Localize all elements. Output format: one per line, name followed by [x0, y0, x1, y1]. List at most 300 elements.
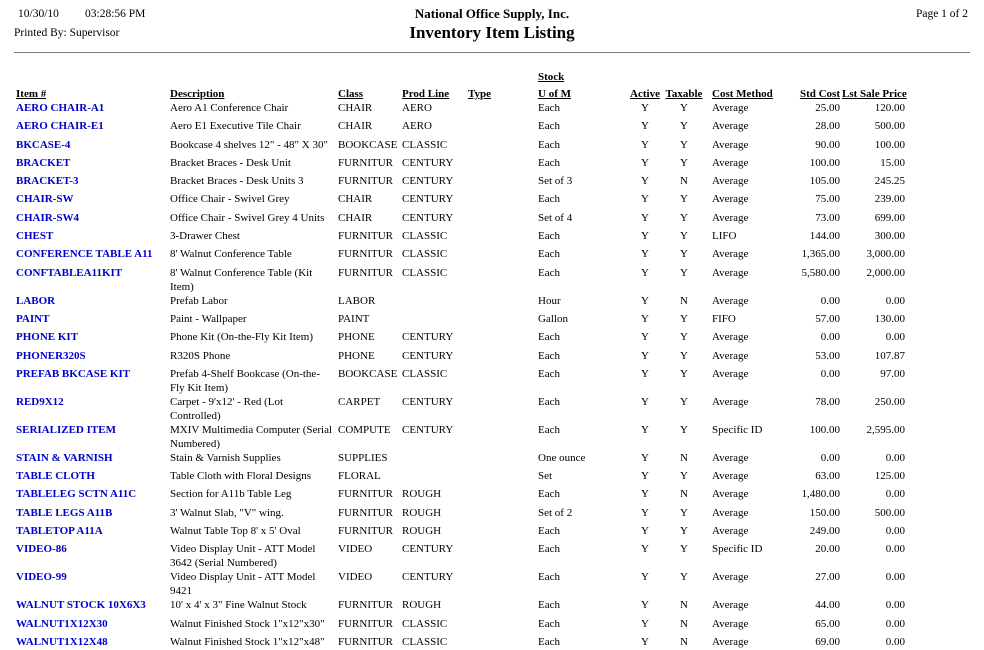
description-cell: R320S Phone: [170, 349, 231, 362]
taxable-cell: Y: [680, 138, 688, 151]
table-row: [0, 174, 984, 192]
cost-method-cell: Average: [712, 248, 749, 261]
active-cell: Y: [641, 230, 649, 243]
filler-cell: [908, 174, 984, 192]
std-cost-cell: 90.00: [815, 138, 840, 151]
item-number-link[interactable]: RED9X12: [16, 395, 64, 408]
uofm-cell: Set: [538, 470, 553, 483]
class-cell: LABOR: [338, 294, 376, 307]
prod-line-cell: [402, 451, 468, 469]
prod-line-cell: [402, 294, 468, 312]
uofm-cell: Each: [538, 193, 560, 206]
filler-cell: [908, 570, 984, 598]
active-cell: Y: [641, 635, 649, 648]
filler-cell: [908, 617, 984, 635]
taxable-cell: Y: [680, 331, 688, 344]
lst-sale-price-cell: 3,000.00: [866, 248, 905, 261]
item-number-link[interactable]: VIDEO-86: [16, 543, 67, 556]
filler-cell: [908, 247, 984, 265]
cost-method-cell: Average: [712, 451, 749, 464]
prod-line-cell: CENTURY: [402, 543, 454, 556]
filler-cell: [908, 294, 984, 312]
std-cost-cell: 5,580.00: [801, 266, 840, 279]
item-number-link[interactable]: WALNUT1X12X30: [16, 617, 108, 630]
table-row: [0, 506, 984, 524]
item-number-link[interactable]: WALNUT1X12X48: [16, 635, 108, 648]
table-row: [0, 423, 984, 451]
table-row: [0, 192, 984, 210]
class-cell: FURNITUR: [338, 599, 394, 612]
uofm-cell: Each: [538, 599, 560, 612]
active-cell: Y: [641, 395, 649, 408]
uofm-cell: Each: [538, 138, 560, 151]
table-row: [0, 266, 984, 294]
active-cell: Y: [641, 506, 649, 519]
table-row: [0, 617, 984, 635]
class-cell: CARPET: [338, 395, 381, 408]
filler-cell: [908, 349, 984, 367]
lst-sale-price-cell: 500.00: [874, 120, 905, 133]
active-cell: Y: [641, 156, 649, 169]
lst-sale-price-cell: 0.00: [885, 488, 905, 501]
type-cell: [468, 542, 538, 570]
description-cell: 10' x 4' x 3" Fine Walnut Stock: [170, 599, 307, 612]
item-number-link[interactable]: AERO CHAIR-E1: [16, 120, 104, 133]
taxable-cell: Y: [680, 506, 688, 519]
cost-method-cell: Average: [712, 488, 749, 501]
table-row: [0, 469, 984, 487]
lst-sale-price-cell: 250.00: [874, 395, 905, 408]
item-number-link[interactable]: TABLE CLOTH: [16, 470, 95, 483]
uofm-cell: Hour: [538, 294, 561, 307]
cost-method-cell: Average: [712, 120, 749, 133]
description-cell: Carpet - 9'x12' - Red (Lot Controlled): [170, 395, 284, 422]
std-cost-cell: 0.00: [820, 367, 840, 380]
std-cost-cell: 63.00: [815, 470, 840, 483]
cost-method-cell: Average: [712, 635, 749, 648]
item-number-link[interactable]: PHONE KIT: [16, 331, 79, 344]
prod-line-cell: CENTURY: [402, 571, 454, 584]
lst-sale-price-cell: 239.00: [874, 193, 905, 206]
report-title: Inventory Item Listing: [409, 23, 575, 42]
type-cell: [468, 395, 538, 423]
lst-sale-price-cell: 107.87: [874, 349, 905, 362]
class-cell: FURNITUR: [338, 617, 394, 630]
std-cost-cell: 75.00: [815, 193, 840, 206]
class-cell: VIDEO: [338, 571, 373, 584]
class-cell: FURNITUR: [338, 248, 394, 261]
column-header-type: Type: [468, 88, 492, 100]
std-cost-cell: 25.00: [815, 102, 840, 114]
class-cell: VIDEO: [338, 543, 373, 556]
cost-method-cell: Average: [712, 294, 749, 307]
prod-line-cell: ROUGH: [402, 506, 442, 519]
prod-line-cell: AERO: [402, 120, 432, 133]
std-cost-cell: 0.00: [820, 451, 840, 464]
lst-sale-price-cell: 0.00: [885, 294, 905, 307]
uofm-cell: Gallon: [538, 312, 568, 325]
uofm-cell: Each: [538, 120, 560, 133]
item-number-link[interactable]: CHAIR-SW: [16, 193, 74, 206]
cost-method-cell: Average: [712, 617, 749, 630]
filler-cell: [908, 211, 984, 229]
column-header-cost-method: Cost Method: [712, 88, 773, 100]
cost-method-cell: Average: [712, 525, 749, 538]
cost-method-cell: Average: [712, 470, 749, 483]
description-cell: 8' Walnut Conference Table: [170, 248, 292, 261]
type-cell: [468, 367, 538, 395]
column-header-prod-line: Prod Line: [402, 88, 450, 100]
prod-line-cell: CENTURY: [402, 211, 454, 224]
prod-line-cell: CENTURY: [402, 193, 454, 206]
lst-sale-price-cell: 245.25: [874, 175, 905, 188]
table-row: [0, 247, 984, 265]
uofm-cell: Set of 3: [538, 175, 573, 188]
page-number: Page 1 of 2: [915, 8, 968, 20]
description-cell: 3-Drawer Chest: [170, 230, 240, 243]
lst-sale-price-cell: 125.00: [874, 470, 905, 483]
lst-sale-price-cell: 100.00: [874, 138, 905, 151]
uofm-cell: Each: [538, 367, 560, 380]
class-cell: CHAIR: [338, 193, 373, 206]
class-cell: FLORAL: [338, 470, 381, 483]
cost-method-cell: Average: [712, 395, 749, 408]
inventory-table-body: [0, 101, 984, 650]
type-cell: [468, 192, 538, 210]
table-row: [0, 330, 984, 348]
column-header-stock: Stock: [538, 71, 565, 83]
item-number-link[interactable]: WALNUT STOCK 10X6X3: [16, 599, 146, 612]
type-cell: [468, 174, 538, 192]
type-cell: [468, 211, 538, 229]
type-cell: [468, 423, 538, 451]
uofm-cell: Each: [538, 617, 560, 630]
uofm-cell: One ounce: [538, 451, 586, 464]
filler-cell: [908, 367, 984, 395]
taxable-cell: Y: [680, 230, 688, 243]
class-cell: FURNITUR: [338, 175, 394, 188]
table-row: [0, 570, 984, 598]
uofm-cell: Each: [538, 543, 560, 556]
std-cost-cell: 100.00: [809, 423, 840, 436]
std-cost-cell: 105.00: [809, 175, 840, 188]
prod-line-cell: AERO: [402, 102, 432, 114]
taxable-cell: Y: [680, 543, 688, 556]
company-name: National Office Supply, Inc.: [414, 6, 570, 21]
std-cost-cell: 20.00: [815, 543, 840, 556]
active-cell: Y: [641, 294, 649, 307]
uofm-cell: Each: [538, 525, 560, 538]
uofm-cell: Each: [538, 395, 560, 408]
report-date: 10/30/10: [18, 8, 59, 20]
std-cost-cell: 100.00: [809, 156, 840, 169]
std-cost-cell: 57.00: [815, 312, 840, 325]
uofm-cell: Each: [538, 156, 560, 169]
cost-method-cell: Specific ID: [712, 543, 763, 556]
lst-sale-price-cell: 0.00: [885, 451, 905, 464]
table-row: [0, 119, 984, 137]
uofm-cell: Set of 4: [538, 211, 573, 224]
table-row: [0, 349, 984, 367]
lst-sale-price-cell: 0.00: [885, 525, 905, 538]
lst-sale-price-cell: 2,000.00: [866, 266, 905, 279]
inventory-table: [0, 68, 984, 650]
class-cell: BOOKCASE: [338, 367, 398, 380]
filler-cell: [908, 423, 984, 451]
std-cost-cell: 0.00: [820, 294, 840, 307]
class-cell: CHAIR: [338, 211, 373, 224]
item-number-link[interactable]: BKCASE-4: [16, 138, 71, 151]
item-number-link[interactable]: STAIN & VARNISH: [16, 451, 113, 464]
cost-method-cell: LIFO: [712, 230, 737, 243]
item-number-link[interactable]: LABOR: [16, 294, 56, 307]
std-cost-cell: 53.00: [815, 349, 840, 362]
class-cell: BOOKCASE: [338, 138, 398, 151]
stock-header-row: [0, 68, 984, 84]
item-number-link[interactable]: CHEST: [16, 230, 54, 243]
filler-cell: [908, 451, 984, 469]
cost-method-cell: Average: [712, 599, 749, 612]
active-cell: Y: [641, 423, 649, 436]
description-cell: Stain & Varnish Supplies: [170, 451, 281, 464]
cost-method-cell: Average: [712, 138, 749, 151]
lst-sale-price-cell: 0.00: [885, 571, 905, 584]
description-cell: 8' Walnut Conference Table (Kit Item): [170, 266, 313, 293]
class-cell: PHONE: [338, 331, 375, 344]
filler-cell: [908, 312, 984, 330]
std-cost-cell: 44.00: [815, 599, 840, 612]
item-number-link[interactable]: PREFAB BKCASE KIT: [16, 367, 131, 380]
description-cell: Walnut Table Top 8' x 5' Oval: [170, 525, 301, 538]
type-cell: [468, 119, 538, 137]
type-cell: [468, 312, 538, 330]
taxable-cell: Y: [680, 120, 688, 133]
std-cost-cell: 69.00: [815, 635, 840, 648]
table-row: [0, 635, 984, 650]
taxable-cell: Y: [680, 349, 688, 362]
class-cell: SUPPLIES: [338, 451, 388, 464]
cost-method-cell: Average: [712, 331, 749, 344]
item-number-link[interactable]: BRACKET-3: [16, 175, 79, 188]
type-cell: [468, 451, 538, 469]
active-cell: Y: [641, 175, 649, 188]
description-cell: Aero E1 Executive Tile Chair: [170, 120, 301, 133]
uofm-cell: Each: [538, 349, 560, 362]
std-cost-cell: 65.00: [815, 617, 840, 630]
filler-cell: [908, 192, 984, 210]
active-cell: Y: [641, 525, 649, 538]
uofm-cell: Each: [538, 266, 560, 279]
taxable-cell: Y: [680, 470, 688, 483]
lst-sale-price-cell: 0.00: [885, 543, 905, 556]
active-cell: Y: [641, 248, 649, 261]
type-cell: [468, 247, 538, 265]
type-cell: [468, 229, 538, 247]
type-cell: [468, 101, 538, 119]
prod-line-cell: [402, 312, 468, 330]
active-cell: Y: [641, 211, 649, 224]
description-cell: Bracket Braces - Desk Units 3: [170, 175, 304, 188]
class-cell: PHONE: [338, 349, 375, 362]
class-cell: CHAIR: [338, 120, 373, 133]
description-cell: Aero A1 Conference Chair: [170, 102, 289, 114]
table-row: [0, 229, 984, 247]
lst-sale-price-cell: 2,595.00: [866, 423, 905, 436]
column-header-uofm: U of M: [538, 88, 571, 100]
taxable-cell: Y: [680, 525, 688, 538]
lst-sale-price-cell: 0.00: [885, 617, 905, 630]
item-number-link[interactable]: PHONER320S: [16, 349, 86, 362]
column-header-lst-sale-price: Lst Sale Price: [842, 88, 907, 100]
item-number-link[interactable]: CHAIR-SW4: [16, 211, 79, 224]
filler-cell: [908, 229, 984, 247]
item-number-link[interactable]: TABLE LEGS A11B: [16, 506, 113, 519]
table-row: [0, 138, 984, 156]
description-cell: 3' Walnut Slab, "V" wing.: [170, 506, 284, 519]
column-header-description: Description: [170, 88, 225, 100]
table-row: [0, 211, 984, 229]
item-number-link[interactable]: BRACKET: [16, 156, 71, 169]
table-row: [0, 395, 984, 423]
filler-cell: [908, 542, 984, 570]
prod-line-cell: CLASSIC: [402, 367, 448, 380]
taxable-cell: Y: [680, 156, 688, 169]
cost-method-cell: Average: [712, 571, 749, 584]
item-number-link[interactable]: CONFTABLEA11KIT: [16, 266, 123, 279]
taxable-cell: N: [680, 488, 688, 501]
type-cell: [468, 570, 538, 598]
table-header: [0, 68, 984, 101]
uofm-cell: Each: [538, 635, 560, 648]
prod-line-cell: ROUGH: [402, 525, 442, 538]
prod-line-cell: [402, 469, 468, 487]
description-cell: Video Display Unit - ATT Model 9421: [170, 571, 316, 598]
lst-sale-price-cell: 0.00: [885, 331, 905, 344]
item-number-link[interactable]: PAINT: [16, 312, 50, 325]
active-cell: Y: [641, 138, 649, 151]
taxable-cell: N: [680, 617, 688, 630]
taxable-cell: N: [680, 294, 688, 307]
prod-line-cell: CENTURY: [402, 395, 454, 408]
table-row: [0, 101, 984, 119]
type-cell: [468, 506, 538, 524]
lst-sale-price-cell: 15.00: [880, 156, 905, 169]
taxable-cell: N: [680, 175, 688, 188]
column-header-std-cost: Std Cost: [799, 88, 840, 100]
table-row: [0, 156, 984, 174]
description-cell: Walnut Finished Stock 1"x12"x48": [170, 635, 325, 648]
prod-line-cell: CENTURY: [402, 349, 454, 362]
taxable-cell: N: [680, 599, 688, 612]
lst-sale-price-cell: 120.00: [874, 102, 905, 114]
type-cell: [468, 617, 538, 635]
description-cell: Phone Kit (On-the-Fly Kit Item): [170, 331, 313, 344]
class-cell: FURNITUR: [338, 525, 394, 538]
class-cell: FURNITUR: [338, 230, 394, 243]
std-cost-cell: 73.00: [815, 211, 840, 224]
item-number-link[interactable]: TABLETOP A11A: [16, 525, 103, 538]
active-cell: Y: [641, 488, 649, 501]
active-cell: Y: [641, 543, 649, 556]
lst-sale-price-cell: 0.00: [885, 599, 905, 612]
item-number-link[interactable]: VIDEO-99: [16, 571, 67, 584]
description-cell: Paint - Wallpaper: [170, 312, 247, 325]
prod-line-cell: CLASSIC: [402, 635, 448, 648]
filler-cell: [908, 598, 984, 616]
item-number-link[interactable]: SERIALIZED ITEM: [16, 423, 116, 436]
filler-cell: [908, 487, 984, 505]
uofm-cell: Each: [538, 571, 560, 584]
column-header-row: [0, 84, 984, 101]
std-cost-cell: 1,365.00: [801, 248, 840, 261]
cost-method-cell: Average: [712, 175, 749, 188]
prod-line-cell: CENTURY: [402, 175, 454, 188]
uofm-cell: Each: [538, 488, 560, 501]
filler-cell: [908, 524, 984, 542]
filler-cell: [908, 395, 984, 423]
class-cell: CHAIR: [338, 102, 373, 114]
class-cell: FURNITUR: [338, 156, 394, 169]
filler-cell: [908, 138, 984, 156]
cost-method-cell: Specific ID: [712, 423, 763, 436]
type-cell: [468, 349, 538, 367]
cost-method-cell: Average: [712, 102, 749, 114]
lst-sale-price-cell: 130.00: [874, 312, 905, 325]
uofm-cell: Set of 2: [538, 506, 573, 519]
lst-sale-price-cell: 300.00: [874, 230, 905, 243]
filler-cell: [908, 506, 984, 524]
table-row: [0, 312, 984, 330]
taxable-cell: Y: [680, 193, 688, 206]
type-cell: [468, 635, 538, 650]
description-cell: Prefab Labor: [170, 294, 228, 307]
active-cell: Y: [641, 367, 649, 380]
filler-cell: [908, 266, 984, 294]
description-cell: Video Display Unit - ATT Model 3642 (Serial Numbered): [170, 543, 316, 570]
taxable-cell: Y: [680, 423, 688, 436]
column-header-class: Class: [338, 88, 364, 100]
prod-line-cell: ROUGH: [402, 488, 442, 501]
report-time: 03:28:56 PM: [85, 8, 146, 20]
table-row: [0, 294, 984, 312]
std-cost-cell: 27.00: [815, 571, 840, 584]
active-cell: Y: [641, 617, 649, 630]
active-cell: Y: [641, 571, 649, 584]
lst-sale-price-cell: 500.00: [874, 506, 905, 519]
item-number-link[interactable]: AERO CHAIR-A1: [16, 102, 105, 114]
type-cell: [468, 330, 538, 348]
class-cell: PAINT: [338, 312, 370, 325]
column-header-taxable: Taxable: [665, 88, 703, 100]
class-cell: FURNITUR: [338, 488, 394, 501]
filler-cell: [908, 635, 984, 650]
prod-line-cell: CLASSIC: [402, 230, 448, 243]
type-cell: [468, 598, 538, 616]
uofm-cell: Each: [538, 102, 560, 114]
uofm-cell: Each: [538, 423, 560, 436]
item-number-link[interactable]: CONFERENCE TABLE A11: [16, 248, 153, 261]
taxable-cell: Y: [680, 102, 688, 114]
cost-method-cell: Average: [712, 156, 749, 169]
filler-cell: [908, 101, 984, 119]
active-cell: Y: [641, 331, 649, 344]
item-number-link[interactable]: TABLELEG SCTN A11C: [16, 488, 137, 501]
cost-method-cell: Average: [712, 349, 749, 362]
type-cell: [468, 487, 538, 505]
class-cell: FURNITUR: [338, 266, 394, 279]
cost-method-cell: Average: [712, 266, 749, 279]
table-row: [0, 542, 984, 570]
